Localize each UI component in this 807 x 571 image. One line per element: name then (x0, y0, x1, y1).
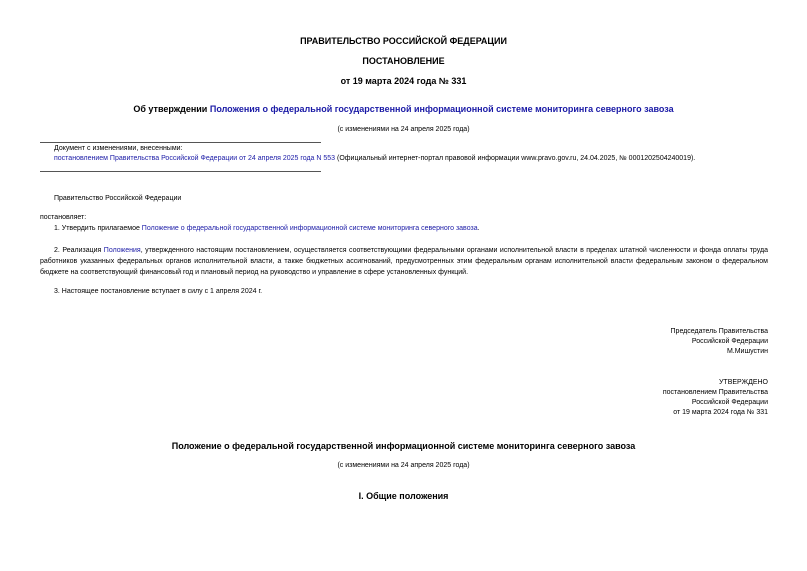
signature-position: Председатель Правительства (670, 328, 768, 335)
approved-country: Российской Федерации (691, 399, 768, 406)
changes-label: Документ с изменениями, внесенными: (54, 145, 183, 152)
resolves-label: постановляет: (40, 214, 87, 221)
signature-country: Российской Федерации (691, 338, 768, 345)
paragraph-1-suffix: . (477, 225, 480, 232)
paragraph-1-prefix: 1. Утвердить прилагаемое (54, 225, 142, 232)
approved-by: постановлением Правительства (662, 389, 768, 396)
title-regulation-link[interactable]: Положения о федеральной государственной информационной системе мониторинга северного завоза (209, 104, 674, 114)
regulation-short-link[interactable]: Положения (103, 247, 141, 254)
section-heading: I. Общие положения (358, 491, 449, 501)
document-type: ПОСТАНОВЛЕНИЕ (362, 56, 445, 66)
amending-resolution-link[interactable]: постановлением Правительства Российской Федерации от 24 апреля 2025 года N 553 (54, 155, 336, 162)
changes-publication-info: (Официальный интернет-портал правовой информации www.pravo.gov.ru, 24.04.2025, № 0001202504240019). (335, 155, 696, 162)
paragraph-1 (54, 225, 480, 232)
document-title (0, 104, 807, 114)
paragraph-2 (40, 245, 768, 278)
regulation-link[interactable]: Положение о федеральной государственной информационной системе мониторинга северного завоза (141, 225, 478, 232)
approved-label: УТВЕРЖДЕНО (718, 379, 768, 386)
signature-name: М.Мишустин (726, 348, 768, 355)
title-prefix: Об утверждении (133, 104, 210, 114)
regulation-amended-note: (с изменениями на 24 апреля 2025 года) (337, 462, 470, 469)
government-name: Правительство Российской Федерации (54, 195, 182, 202)
paragraph-2-prefix: 2. Реализация (54, 247, 104, 254)
changes-reference (54, 155, 695, 162)
changes-bottom-divider (40, 171, 321, 172)
government-heading: ПРАВИТЕЛЬСТВО РОССИЙСКОЙ ФЕДЕРАЦИИ (300, 36, 507, 46)
document-date-number: от 19 марта 2024 года № 331 (340, 76, 467, 86)
paragraph-2-text: , утвержденного настоящим постановлением, осуществляется соответствующими федеральными органами исполнительной власти в пределах штатной численности и фонда оплаты труда работников указанных федеральных органов исполнительной власти, а также бюджетных ассигнований, предусмотренных этим федеральным органам исполнительной власти федеральным законом о федеральном бюджете на соответствующий финансовый год и плановый период на руководство и управление в сфере установленных функций. (40, 247, 768, 276)
approved-date-number: от 19 марта 2024 года № 331 (673, 409, 768, 416)
regulation-title: Положение о федеральной государственной информационной системе мониторинга северного завоза (171, 441, 636, 451)
amended-note: (с изменениями на 24 апреля 2025 года) (337, 126, 470, 133)
changes-top-divider (40, 142, 321, 143)
paragraph-3: 3. Настоящее постановление вступает в силу с 1 апреля 2024 г. (54, 288, 263, 295)
